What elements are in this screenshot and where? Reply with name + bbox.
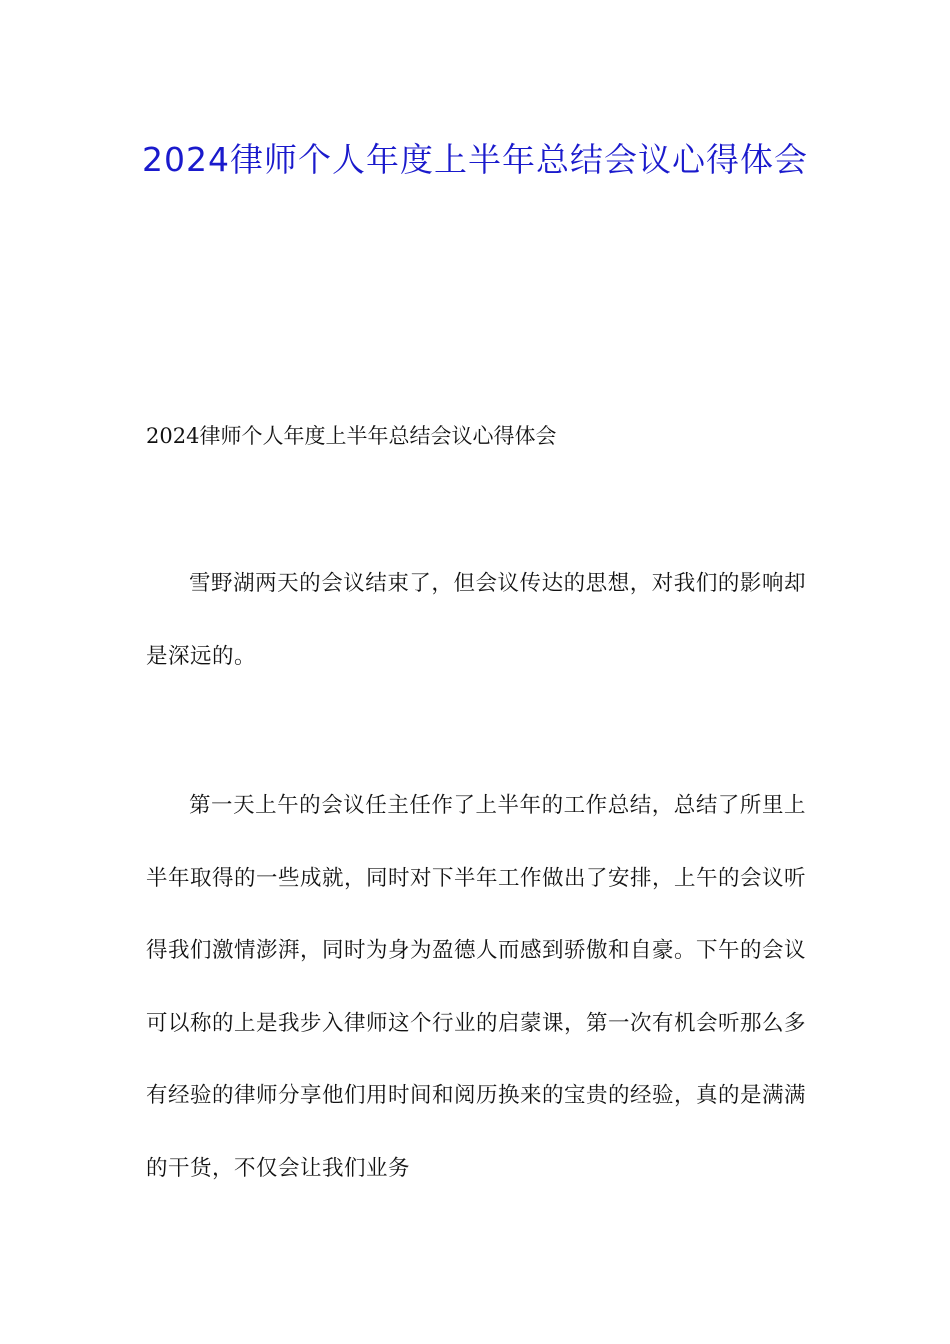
- document-title: 2024律师个人年度上半年总结会议心得体会: [142, 140, 808, 179]
- paragraph-2: 第一天上午的会议任主任作了上半年的工作总结，总结了所里上半年取得的一些成就，同时对下半年工作做出了安排，上午的会议听得我们激情澎湃，同时为身为盈德人而感到骄傲和自豪。下午的会议可以称的上是我步入律师这个行业的启蒙课，第一次有机会听那么多有经验的律师分享他们用时间和阅历换来的宝贵的经验，真的是满满的干货，不仅会让我们业务: [146, 793, 807, 1181]
- paragraph-1: 雪野湖两天的会议结束了，但会议传达的思想，对我们的影响却是深远的。: [146, 571, 806, 669]
- document-subtitle: 2024律师个人年度上半年总结会议心得体会: [146, 424, 557, 448]
